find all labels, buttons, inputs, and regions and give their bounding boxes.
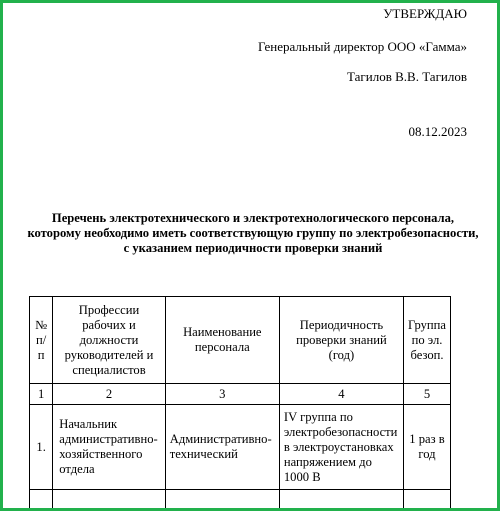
column-number: 4 bbox=[279, 384, 403, 405]
header-periodicity: Периодичность проверки знаний (год) bbox=[279, 297, 403, 384]
row-profession: Начальник административно-хозяйственного отдела bbox=[53, 405, 165, 490]
row-personnel: Административно-технический bbox=[165, 405, 279, 490]
header-profession: Профессии рабочих и должности руководителей и специалистов bbox=[53, 297, 165, 384]
header-personnel: Наименование персонала bbox=[165, 297, 279, 384]
column-number: 2 bbox=[53, 384, 165, 405]
empty-cell bbox=[30, 490, 53, 511]
approval-position: Генеральный директор ООО «Гамма» bbox=[258, 39, 467, 54]
empty-cell bbox=[53, 490, 165, 511]
row-periodicity: IV группа по электробезопасности в электроустановках напряжением до 1000 В bbox=[279, 405, 403, 490]
row-group: 1 раз в год bbox=[403, 405, 450, 490]
personnel-table bbox=[29, 296, 451, 511]
approval-signature: Тагилов В.В. Тагилов bbox=[347, 69, 467, 84]
column-number: 5 bbox=[403, 384, 450, 405]
header-num: № п/п bbox=[30, 297, 53, 384]
column-number: 1 bbox=[30, 384, 53, 405]
column-number-row bbox=[30, 384, 451, 405]
approval-heading: УТВЕРЖДАЮ bbox=[383, 6, 467, 21]
header-group: Группа по эл. безоп. bbox=[403, 297, 450, 384]
table-row-empty bbox=[30, 490, 451, 511]
table-header-row bbox=[30, 297, 451, 384]
empty-cell bbox=[279, 490, 403, 511]
empty-cell bbox=[403, 490, 450, 511]
column-number: 3 bbox=[165, 384, 279, 405]
approval-date: 08.12.2023 bbox=[408, 124, 467, 139]
empty-cell bbox=[165, 490, 279, 511]
document-title: Перечень электротехнического и электротехнологического персонала, которому необходимо иметь соответствующую группу по электробезопасности, с указанием периодичности проверки знаний bbox=[27, 211, 479, 255]
row-num: 1. bbox=[30, 405, 53, 490]
table-row bbox=[30, 405, 451, 490]
